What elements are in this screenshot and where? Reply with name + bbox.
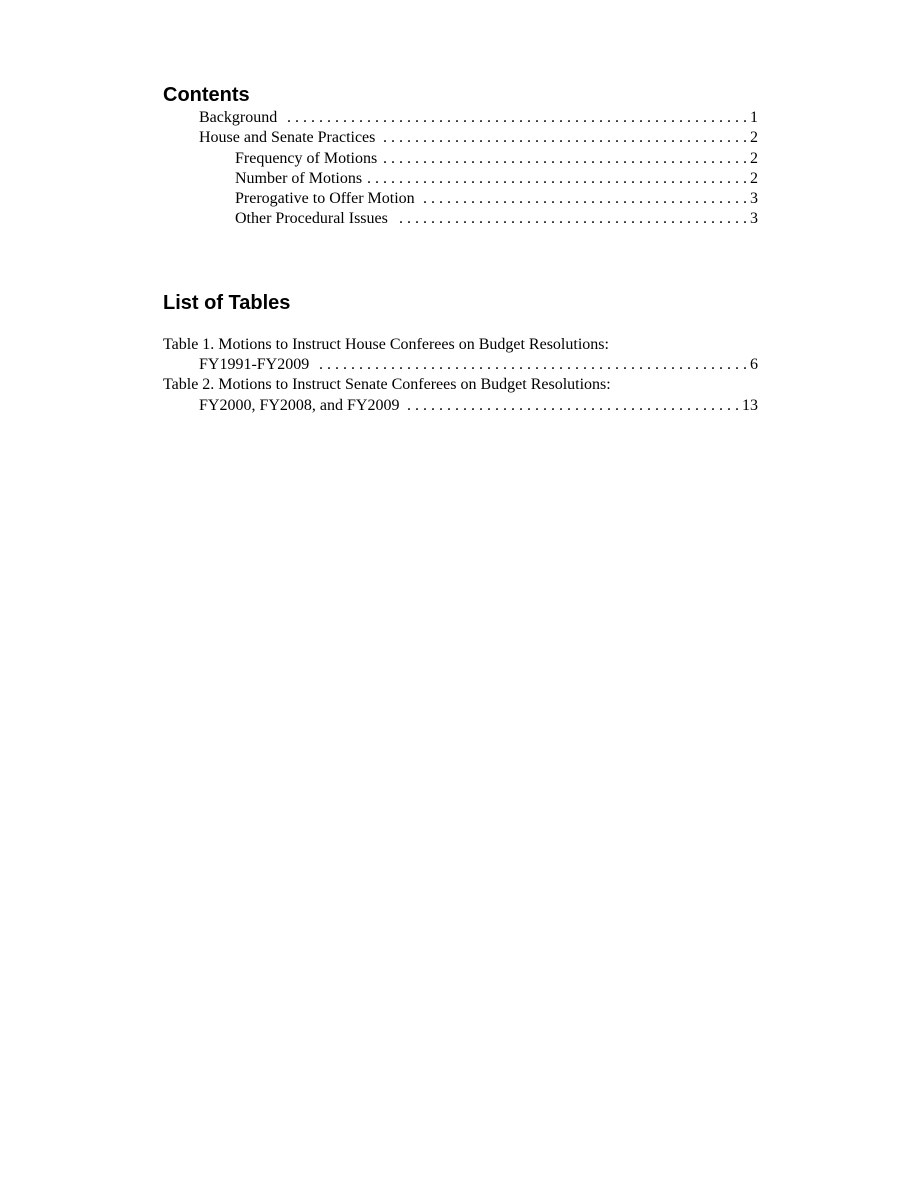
table-entry-caption: Table 2. Motions to Instruct Senate Conferees on Budget Resolutions: <box>163 376 611 394</box>
toc-entry-house-and-senate-practices[interactable] <box>163 128 758 148</box>
table-entry-caption: Table 1. Motions to Instruct House Conferees on Budget Resolutions: <box>163 335 609 353</box>
dot-leader <box>283 108 747 128</box>
toc-entry-prerogative-to-offer-motion[interactable] <box>163 189 758 209</box>
dot-leader <box>383 149 747 169</box>
toc-entry-label: Other Procedural Issues <box>235 210 388 228</box>
toc-entry-other-procedural-issues[interactable] <box>163 209 758 229</box>
toc-page-number: 2 <box>750 129 758 147</box>
toc-page-number: 3 <box>750 210 758 228</box>
dot-leader <box>315 355 747 375</box>
toc-entry-frequency-of-motions[interactable] <box>163 149 758 169</box>
contents-heading: Contents <box>163 84 250 106</box>
dot-leader <box>405 396 739 416</box>
toc-entry-label: House and Senate Practices <box>199 129 376 147</box>
table-entry-label: FY1991-FY2009 <box>199 356 310 374</box>
toc-page-number: 1 <box>750 109 758 126</box>
dot-leader <box>381 128 747 148</box>
document-page <box>163 84 758 416</box>
list-of-tables-heading: List of Tables <box>163 291 291 314</box>
tables-list <box>163 335 758 416</box>
dot-leader <box>421 189 747 209</box>
toc-page-number: 3 <box>750 190 758 208</box>
toc-entry-number-of-motions[interactable] <box>163 169 758 189</box>
table-page-number: 6 <box>750 356 758 374</box>
table-entry-label: FY2000, FY2008, and FY2009 <box>199 396 400 414</box>
contents-list <box>163 108 758 230</box>
dot-leader <box>394 209 747 229</box>
table-entry-2[interactable] <box>163 375 758 416</box>
table-entry-continuation <box>163 355 758 375</box>
toc-page-number: 2 <box>750 149 758 167</box>
table-page-number: 13 <box>742 396 758 414</box>
table-entry-1[interactable] <box>163 335 758 376</box>
toc-entry-label: Frequency of Motions <box>235 149 378 167</box>
toc-entry-background[interactable] <box>163 108 758 128</box>
dot-leader <box>368 169 747 189</box>
toc-page-number: 2 <box>750 169 758 187</box>
table-entry-continuation <box>163 396 758 416</box>
toc-entry-label: Background <box>199 109 278 126</box>
toc-entry-label: Prerogative to Offer Motion <box>235 190 415 208</box>
toc-entry-label: Number of Motions <box>235 169 363 187</box>
